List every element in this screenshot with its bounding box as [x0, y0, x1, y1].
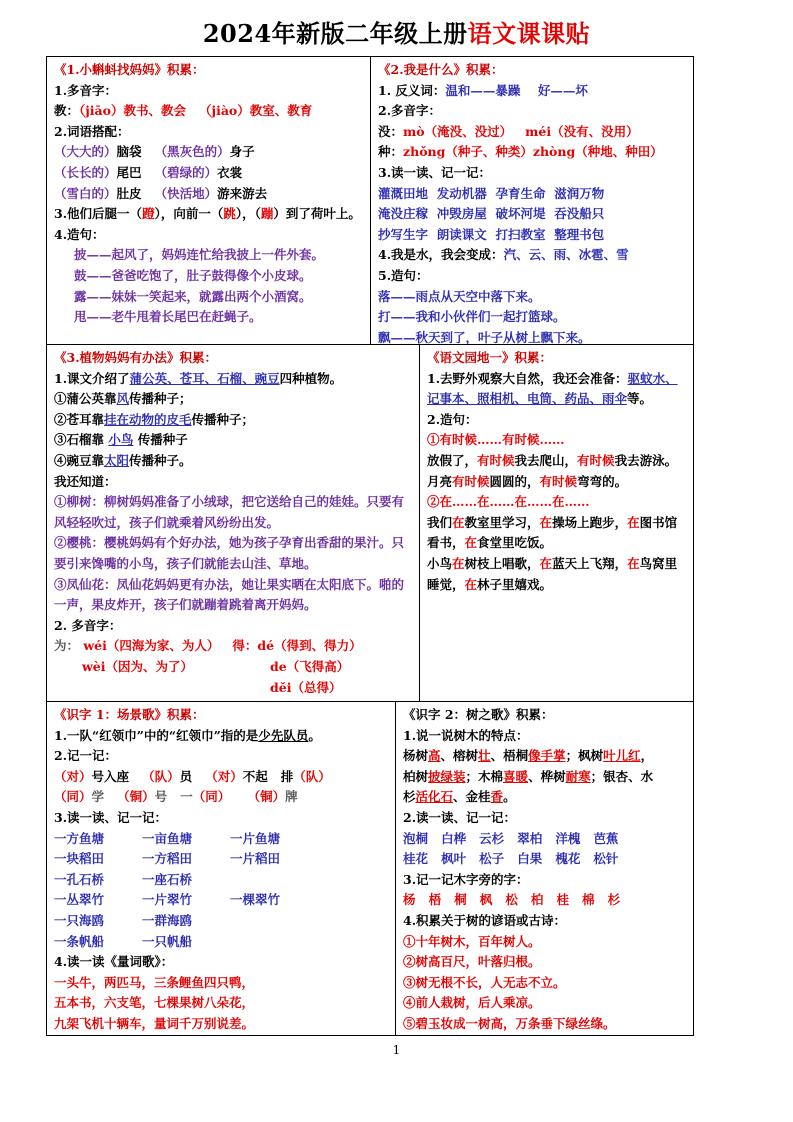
- tree-feature-line: 杨树高、榕树壮、梧桐像手掌；枫树叶儿红，: [403, 748, 654, 764]
- subheading: 4.积累关于树的谚语或古诗：: [403, 912, 567, 928]
- subheading: 我还知道：: [54, 473, 117, 489]
- sentence-example: 披——起风了，妈妈连忙给我披上一件外套。: [74, 247, 325, 263]
- sentence-example: 我们在教室里学习，在操场上跑步，在图书馆看书，在食堂里吃饭。: [427, 514, 678, 551]
- tree-word-row: 桂花 枫叶 松子 白果 槐花 松针: [403, 851, 619, 867]
- section-heading: 《3.植物妈妈有办法》积累：: [54, 350, 218, 365]
- sentence-example: 落——雨点从天空中落下来。: [378, 288, 541, 304]
- measure-word-row: 一孔石桥 一座石桥: [54, 871, 193, 887]
- antonym-line: 1. 反义词：温和——暴躁 好——坏: [378, 82, 588, 98]
- measure-word-row: 一丛翠竹 一片翠竹 一棵翠竹: [54, 892, 281, 908]
- homophone-row: （同）学 （铜）号 一（同） （铜）牌: [54, 789, 298, 805]
- fill-in-sentence: 3.他们后腿一（蹬），向前一（跳），（蹦）到了荷叶上。: [54, 206, 361, 222]
- sentence-example: 打——我和小伙伴们一起打篮球。: [378, 309, 566, 325]
- page-number: 1: [392, 1043, 401, 1057]
- proverb-line: ⑤碧玉妆成一树高，万条垂下绿丝绦。: [403, 1015, 616, 1031]
- subheading: 2.记一记：: [54, 748, 118, 764]
- sentence-example: 飘——秋天到了，叶子从树上飘下来。: [378, 329, 591, 344]
- subheading: 2.造句：: [427, 411, 478, 427]
- phrase-row: 抄写生字 朗读课文 打扫教室 整理书包: [378, 226, 605, 242]
- song-line: 五本书，六支笔，七棵果树八朵花，: [54, 995, 255, 1011]
- subheading: 2.多音字：: [378, 103, 442, 119]
- proverb-line: ④前人栽树，后人乘凉。: [403, 995, 541, 1011]
- measure-word-row: 一只海鸥 一群海鸥: [54, 912, 193, 928]
- phrase-row: 淹没庄稼 冲毁房屋 破坏河堤 吞没船只: [378, 206, 605, 222]
- song-line: 九架飞机十辆车，量词千万别说差。: [54, 1015, 255, 1031]
- plant-line: ①蒲公英靠风传播种子；: [54, 391, 192, 407]
- transform-line: 4.我是水，我会变成：汽、云、雨、冰雹、雪: [378, 247, 629, 263]
- section-lesson-3: [47, 344, 419, 701]
- prepare-line: 1.去野外观察大自然，我还会准备：驱蚊水、记事本、照相机、电筒、药品、雨伞等。: [427, 370, 678, 407]
- section-lesson-2: [370, 57, 693, 344]
- section-heading: 《语文园地一》积累：: [427, 350, 553, 365]
- subheading: 1.多音字：: [54, 82, 118, 98]
- section-literacy-1: [47, 701, 395, 1035]
- subheading: 3.记一记木字旁的字：: [403, 871, 529, 887]
- extra-knowledge: ③凤仙花：凤仙花妈妈更有办法，她让果实晒在太阳底下。啪的一声，果皮炸开，孩子们就蹦着跳着离开妈妈。: [54, 576, 405, 613]
- polyphone-line: 为： wéi（四海为家、为人） 得：dé（得到、得力）: [54, 638, 362, 654]
- measure-word-row: 一条帆船 一只帆船: [54, 933, 193, 949]
- polyphone-line: wèi（因为、为了） de（飞得高）: [82, 658, 350, 674]
- homophone-row: （对）号入座 （队）员 （对）不起 排（队）: [54, 768, 331, 784]
- title-main: 2024年新版二年级上册: [202, 19, 468, 48]
- tree-feature-line: 杉活化石、金桂香。: [403, 789, 516, 805]
- question-line: 1.一队“红领巾”中的“红领巾”指的是少先队员。: [54, 727, 321, 743]
- section-heading: 《1.小蝌蚪找妈妈》积累：: [54, 62, 205, 77]
- polyphone-line: děi（总得）: [270, 679, 342, 695]
- section-heading: 《2.我是什么》积累：: [378, 62, 504, 77]
- polyphone-line: 没：mò（淹没、没过） méi（没有、没用）: [378, 123, 639, 139]
- title-highlight: 语文课课贴: [467, 19, 591, 48]
- sentence-example: 小鸟在树枝上唱歌，在蓝天上飞翔，在鸟窝里睡觉，在林子里嬉戏。: [427, 555, 678, 592]
- sentence-example: 露——妹妹一笑起来，就露出两个小酒窝。: [74, 288, 312, 304]
- subheading: 3.读一读、记一记：: [378, 164, 492, 180]
- section-lesson-1: [47, 57, 370, 344]
- measure-word-row: 一方鱼塘 一亩鱼塘 一片鱼塘: [54, 830, 281, 846]
- sentence-example: 甩——老牛甩着长尾巴在赶蝇子。: [74, 309, 262, 325]
- section-heading: 《识字 2：树之歌》积累：: [403, 707, 554, 722]
- collocation-line: （长长的）尾巴 （碧绿的）衣裳: [54, 164, 243, 180]
- proverb-line: ①十年树木，百年树人。: [403, 933, 541, 949]
- subheading: 4.读一读《量词歌》：: [54, 954, 174, 970]
- plant-line: ②苍耳靠挂在动物的皮毛传播种子；: [54, 411, 255, 427]
- extra-knowledge: ①柳树：柳树妈妈准备了小绒球，把它送给自己的娃娃。只要有风轻轻吹过，孩子们就乘着风纷纷出发。: [54, 494, 405, 530]
- subheading: 3.读一读、记一记：: [54, 809, 168, 825]
- intro-line: 1.课文介绍了蒲公英、苍耳、石榴、豌豆四种植物。: [54, 370, 343, 386]
- section-garden-1: [419, 344, 693, 701]
- polyphone-line: 种：zhǒng（种子、种类）zhòng（种地、种田）: [378, 144, 663, 160]
- section-literacy-2: [395, 701, 693, 1035]
- subheading: 1.说一说树木的特点：: [403, 727, 529, 743]
- measure-word-row: 一块稻田 一方稻田 一片稻田: [54, 851, 281, 867]
- pattern-title: ①有时候……有时候……: [427, 432, 565, 448]
- page-title: [0, 14, 793, 49]
- pattern-title: ②在……在……在……在……: [427, 494, 590, 510]
- sentence-example: 鼓——爸爸吃饱了，肚子鼓得像个小皮球。: [74, 267, 312, 283]
- plant-line: ④豌豆靠太阳传播种子。: [54, 452, 192, 468]
- sentence-example: 月亮有时候圆圆的，有时候弯弯的。: [427, 473, 628, 489]
- song-line: 一头牛，两匹马，三条鲤鱼四只鸭，: [54, 974, 255, 990]
- tree-feature-line: 柏树披绿装；木棉喜暖、桦树耐寒；银杏、水: [403, 768, 654, 784]
- collocation-line: （大大的）脑袋 （黑灰色的）身子: [54, 144, 255, 160]
- section-heading: 《识字 1：场景歌》积累：: [54, 707, 205, 722]
- subheading: 2. 多音字：: [54, 617, 122, 633]
- radical-chars: 杨 梧 桐 枫 松 柏 桂 棉 杉: [403, 892, 621, 908]
- proverb-line: ②树高百尺，叶落归根。: [403, 954, 541, 970]
- plant-line: ③石榴靠 小鸟 传播种子: [54, 432, 188, 448]
- tree-word-row: 泡桐 白桦 云杉 翠柏 洋槐 芭蕉: [403, 830, 619, 846]
- phrase-row: 灌溉田地 发动机器 孕育生命 滋润万物: [378, 185, 605, 201]
- extra-knowledge: ②樱桃：樱桃妈妈有个好办法，她为孩子孕育出香甜的果汁。只要引来馋嘴的小鸟，孩子们就能去山洼、草地。: [54, 535, 405, 571]
- subheading: 5.造句：: [378, 267, 429, 283]
- content-grid: [46, 56, 694, 1036]
- sentence-example: 放假了，有时候我去爬山，有时候我去游泳。: [427, 452, 678, 468]
- polyphone-line: 教：（jiāo）教书、教会 （jiào）教室、教育: [54, 103, 313, 119]
- subheading: 2.词语搭配：: [54, 123, 130, 139]
- subheading: 4.造句：: [54, 226, 105, 242]
- proverb-line: ③树无根不长，人无志不立。: [403, 974, 566, 990]
- collocation-line: （雪白的）肚皮 （快活地）游来游去: [54, 185, 268, 201]
- subheading: 2.读一读、记一记：: [403, 809, 517, 825]
